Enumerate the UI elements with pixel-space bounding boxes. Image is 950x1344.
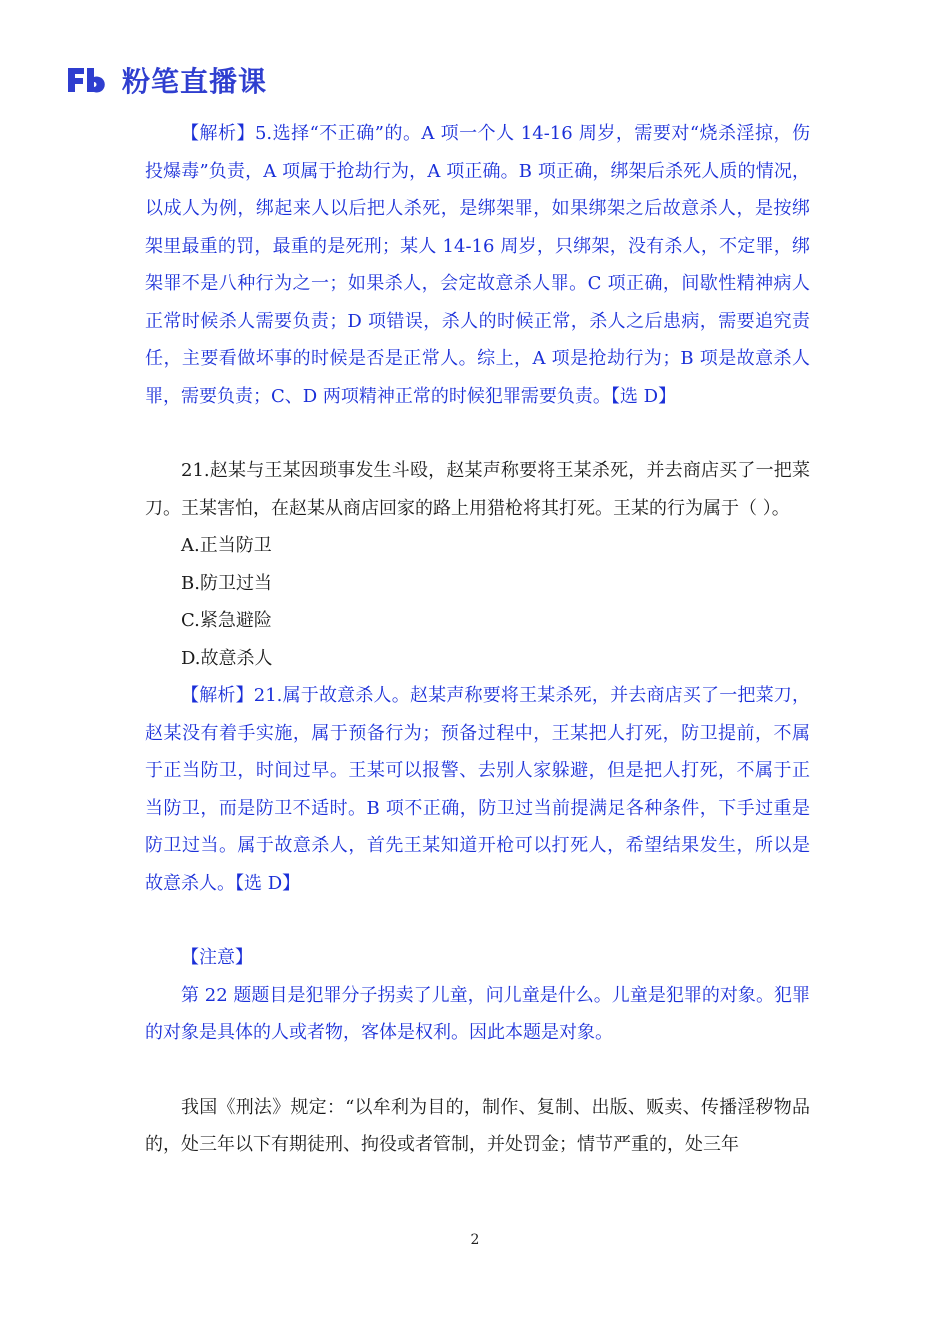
document-body (145, 115, 810, 1164)
note-text: 第 22 题题目是犯罪分子拐卖了儿童，问儿童是什么。儿童是犯罪的对象。犯罪的对象是具体的人或者物，客体是权利。因此本题是对象。 (145, 984, 810, 1043)
brand-header (66, 60, 267, 100)
option-a: A.正当防卫 (181, 535, 272, 556)
law-paragraph: 我国《刑法》规定：“以牟利为目的，制作、复制、出版、贩卖、传播淫秽物品的，处三年以下有期徒刑、拘役或者管制，并处罚金；情节严重的，处三年 (145, 1096, 810, 1155)
page-number: 2 (470, 1232, 480, 1248)
note-title: 【注意】 (181, 947, 253, 968)
analysis-q21: 【解析】21.属于故意杀人。赵某声称要将王某杀死，并去商店买了一把菜刀，赵某没有着手实施，属于预备行为；预备过程中，王某把人打死，防卫提前，不属于正当防卫，时间过早。王某可以报警、去别人家躲避，但是把人打死，不属于正当防卫，而是防卫不适时。B 项不正确，防卫过当前提满足各种条件，下手过重是防卫过当。属于故意杀人，首先王某知道开枪可以打死人，希望结果发生，所以是故意杀人。【选 D】 (145, 685, 810, 894)
question-21: 21.赵某与王某因琐事发生斗殴，赵某声称要将王某杀死，并去商店买了一把菜刀。王某害怕，在赵某从商店回家的路上用猎枪将其打死。王某的行为属于（ ）。 (145, 460, 810, 519)
fb-logo-icon (66, 64, 114, 96)
analysis-q5: 【解析】5.选择“不正确”的。A 项一个人 14-16 周岁，需要对“烧杀淫掠，伤投爆毒”负责，A 项属于抢劫行为，A 项正确。B 项正确，绑架后杀死人质的情况，以成人为例，绑起来人以后把人杀死，是绑架罪，如果绑架之后故意杀人，是按绑架里最重的罚，最重的是死刑；某人 14-16 周岁，只绑架，没有杀人，不定罪，绑架罪不是八种行为之一；如果杀人，会定故意杀人罪。C 项正确，间歇性精神病人正常时候杀人需要负责；D 项错误，杀人的时候正常，杀人之后患病，需要追究责任，主要看做坏事的时候是否是正常人。综上，A 项是抢劫行为；B 项是故意杀人罪，需要负责；C、D 两项精神正常的时候犯罪需要负责。【选 D】 (145, 123, 810, 407)
option-d: D.故意杀人 (181, 647, 273, 669)
option-b: B.防卫过当 (181, 572, 272, 594)
option-c: C.紧急避险 (181, 610, 272, 631)
brand-name: 粉笔直播课 (122, 65, 268, 98)
